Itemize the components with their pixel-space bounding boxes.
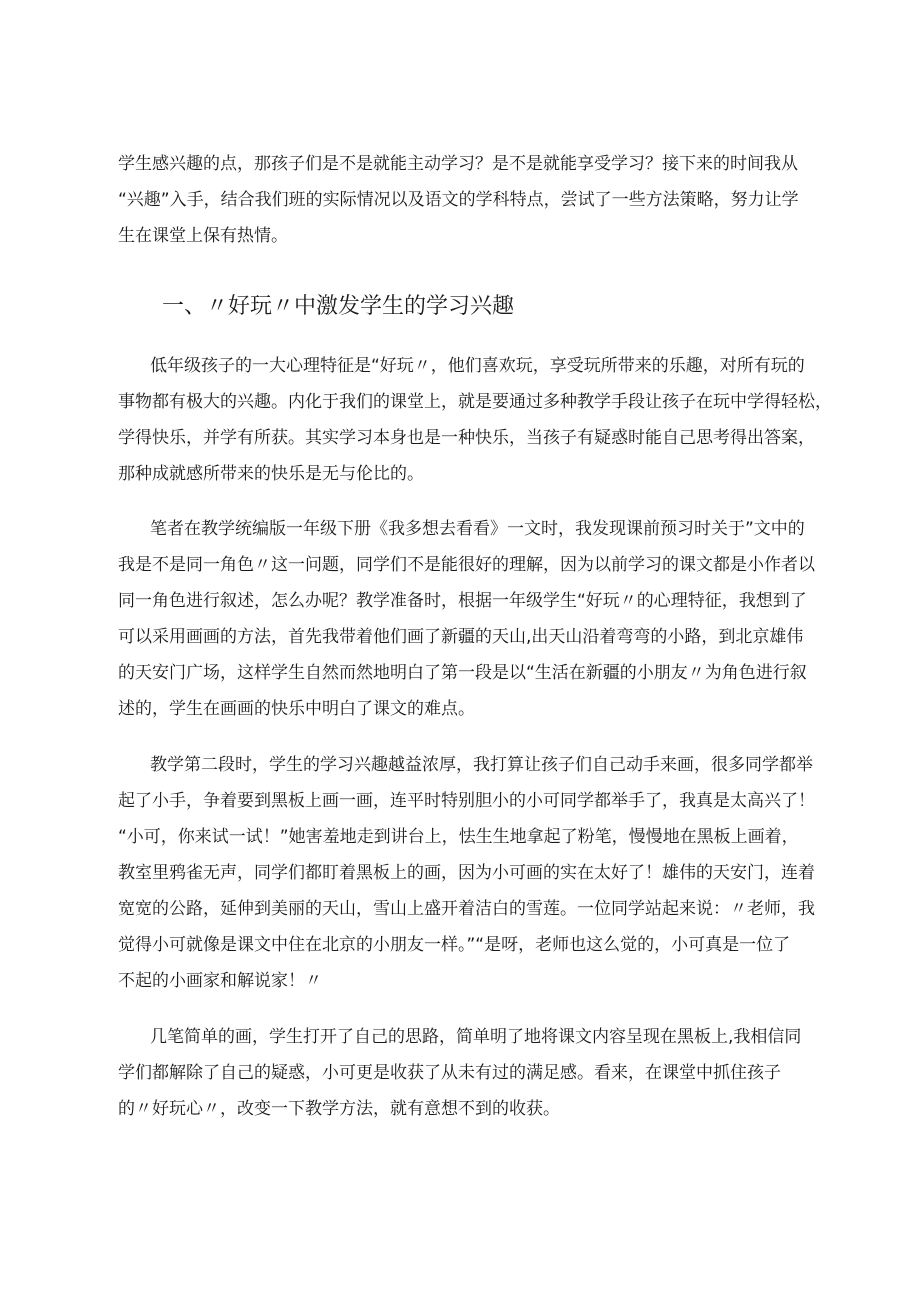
paragraph-4-line-3: 的〃好玩心〃，改变一下教学方法，就有意想不到的收获。 [118, 1099, 560, 1119]
intro-line-1: 学生感兴趣的点，那孩子们是不是就能主动学习？是不是就能享受学习？接下来的时间我从 [118, 154, 798, 174]
paragraph-3-line-3: “小可，你来试一试！”她害羞地走到讲台上，怯生生地拿起了粉笔，慢慢地在黑板上画着， [118, 827, 799, 847]
paragraph-3-line-6: 觉得小可就像是课文中住在北京的小朋友一样。”“是呀，老师也这么觉的，小可真是一位了 [118, 935, 791, 955]
section-heading: 一、〃好玩〃中激发学生的学习兴趣 [162, 294, 515, 319]
paragraph-2-line-3: 同一角色进行叙述，怎么办呢？教学准备时，根据一年级学生“好玩〃的心理特征，我想到了 [118, 591, 807, 611]
paragraph-3-line-4: 教室里鸦雀无声，同学们都盯着黑板上的画，因为小可画的实在太好了！雄伟的天安门，连着 [118, 863, 815, 883]
paragraph-3-line-1: 教学第二段时，学生的学习兴趣越益浓厚，我打算让孩子们自己动手来画，很多同学都举 [150, 755, 813, 775]
paragraph-3-line-7: 不起的小画家和解说家！〃 [118, 971, 322, 991]
intro-line-2: “兴趣”入手，结合我们班的实际情况以及语文的学科特点，尝试了一些方法策略，努力让学 [118, 190, 799, 210]
paragraph-2-line-5: 的天安门广场，这样学生自然而然地明白了第一段是以“生活在新疆的小朋友〃为角色进行叙 [118, 663, 807, 683]
intro-line-3: 生在课堂上保有热情。 [118, 226, 288, 246]
paragraph-4-line-2: 学们都解除了自己的疑惑，小可更是收获了从未有过的满足感。看来，在课堂中抓住孩子 [118, 1063, 781, 1083]
paragraph-2-line-6: 述的，学生在画画的快乐中明白了课文的难点。 [118, 699, 475, 719]
paragraph-3-line-5: 宽宽的公路，延伸到美丽的天山，雪山上盛开着洁白的雪莲。一位同学站起来说：〃老师，我 [118, 899, 815, 919]
paragraph-4-line-1: 几笔简单的画，学生打开了自己的思路，简单明了地将课文内容呈现在黑板上,我相信同 [150, 1027, 802, 1047]
paragraph-1-line-3: 学得快乐，并学有所获。其实学习本身也是一种快乐，当孩子有疑惑时能自己思考得出答案， [118, 428, 815, 448]
paragraph-1-line-1: 低年级孩子的一大心理特征是“好玩〃，他们喜欢玩，享受玩所带来的乐趣，对所有玩的 [150, 356, 805, 376]
paragraph-2-line-2: 我是不是同一角色〃这一问题，同学们不是能很好的理解，因为以前学习的课文都是小作者以 [118, 555, 815, 575]
paragraph-1-line-4: 那种成就感所带来的快乐是无与伦比的。 [118, 464, 424, 484]
paragraph-3-line-2: 起了小手，争着要到黑板上画一画，连平时特别胆小的小可同学都举手了，我真是太高兴了！ [118, 791, 815, 811]
paragraph-1-line-2: 事物都有极大的兴趣。内化于我们的课堂上，就是要通过多种教学手段让孩子在玩中学得轻松， [118, 392, 832, 412]
paragraph-2-line-4: 可以采用画画的方法，首先我带着他们画了新疆的天山,出天山沿着弯弯的小路，到北京雄伟 [118, 627, 804, 647]
paragraph-2-line-1: 笔者在教学统编版一年级下册《我多想去看看》一文时，我发现课前预习时关于”文中的 [150, 519, 805, 539]
